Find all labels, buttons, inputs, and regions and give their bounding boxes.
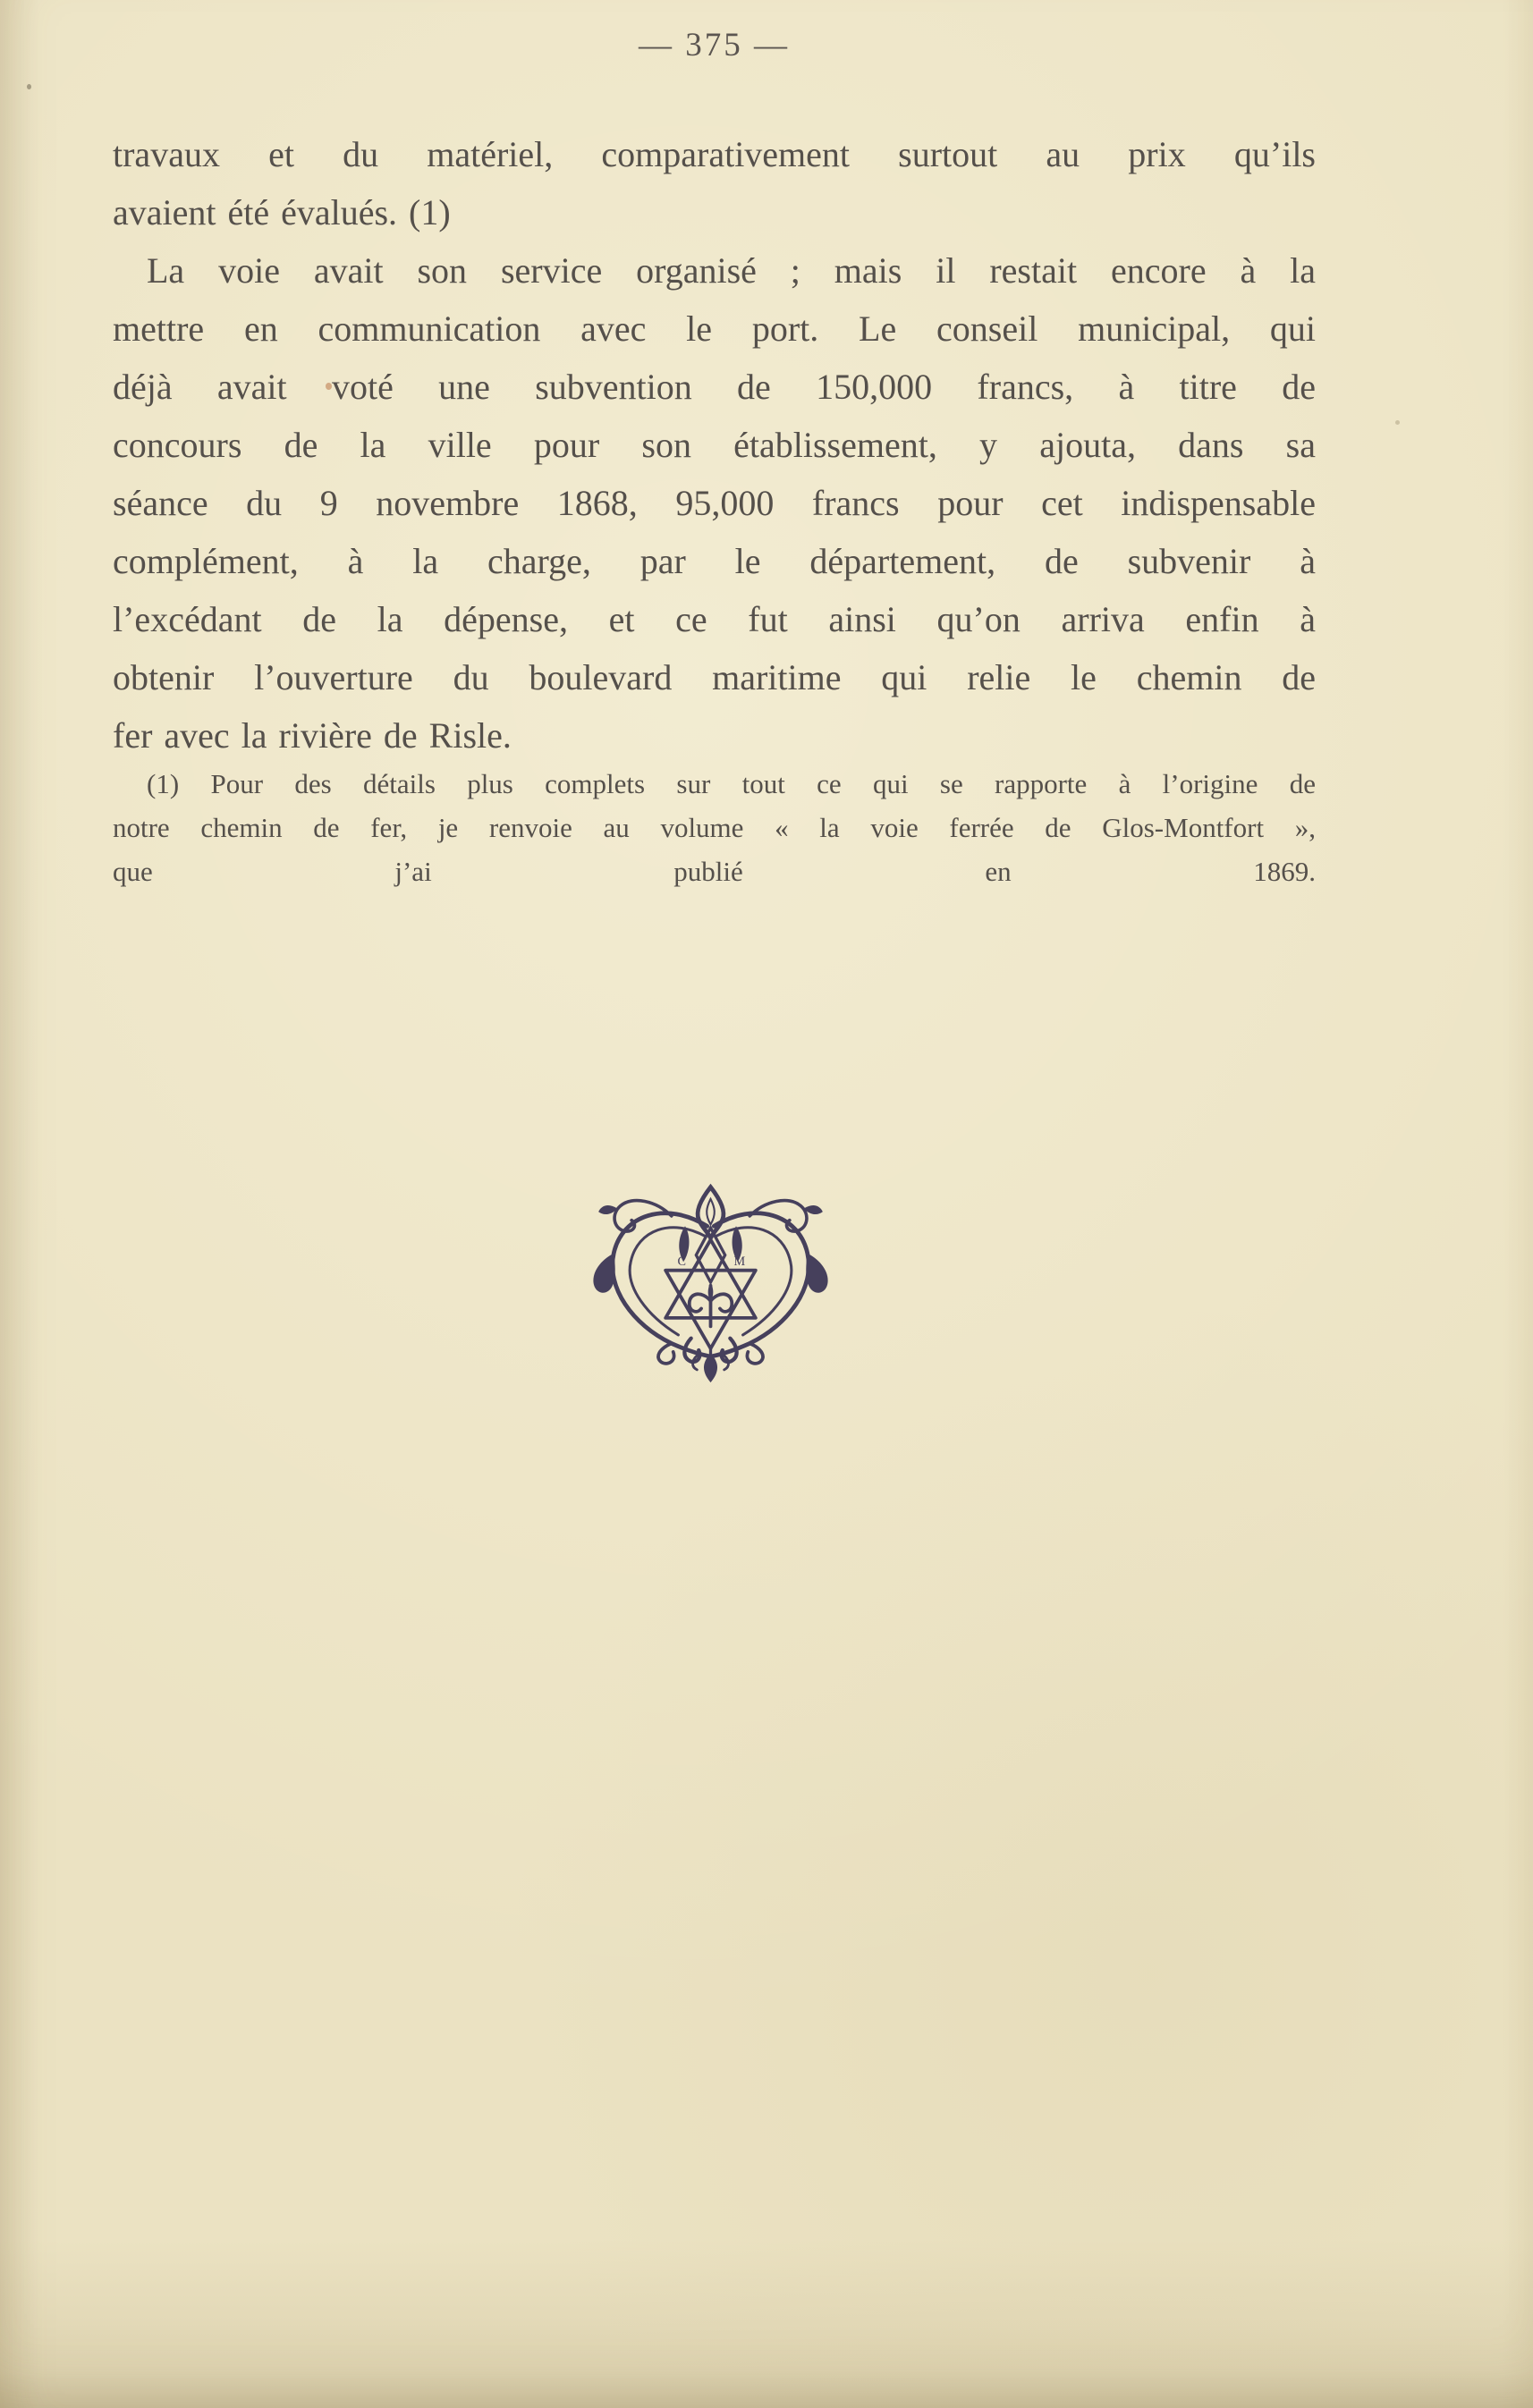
text-line: La voie avait son service organisé ; mais il restait encore à la	[147, 250, 1316, 291]
text-line: travaux et du matériel, comparativement surtout au prix qu’ils	[113, 134, 1316, 174]
footnote-line: notre chemin de fer, je renvoie au volume « la voie ferrée de Glos-Montfort »,	[113, 812, 1316, 843]
text-line: concours de la ville pour son établissement, y ajouta, dans sa	[113, 425, 1316, 465]
fleuron-icon	[583, 1180, 838, 1384]
scrollwork-left-icon	[593, 1201, 708, 1364]
scrollwork-right-icon	[712, 1201, 827, 1364]
footnote-text	[113, 762, 1316, 893]
paper-speck	[1395, 420, 1400, 425]
body-text	[113, 125, 1316, 765]
text-line: mettre en communication avec le port. Le conseil municipal, qui	[113, 308, 1316, 349]
fleuron-ornament	[583, 1180, 838, 1384]
text-line: fer avec la rivière de Risle.	[113, 715, 512, 756]
footnote-line: (1) Pour des détails plus complets sur tout ce qui se rapporte à l’origine de	[147, 768, 1316, 799]
text-line: avaient été évalués. (1)	[113, 192, 451, 232]
monogram-letter-left: C	[677, 1255, 686, 1269]
text-line: complément, à la charge, par le département, de subvenir à	[113, 541, 1316, 581]
page-number: — 375 —	[639, 27, 790, 63]
footnote-line: que j’ai publié en 1869.	[113, 856, 1316, 887]
text-line: déjà avait voté une subvention de 150,000 francs, à titre de	[113, 367, 1316, 407]
text-line: l’excédant de la dépense, et ce fut ainsi qu’on arriva enfin à	[113, 599, 1316, 639]
monogram-letter-right: M	[733, 1255, 746, 1269]
text-line: séance du 9 novembre 1868, 95,000 francs pour cet indispensable	[113, 483, 1316, 523]
text-line: obtenir l’ouverture du boulevard maritime qui relie le chemin de	[113, 657, 1316, 697]
paper-speck	[326, 383, 332, 390]
paper-speck	[27, 84, 31, 89]
